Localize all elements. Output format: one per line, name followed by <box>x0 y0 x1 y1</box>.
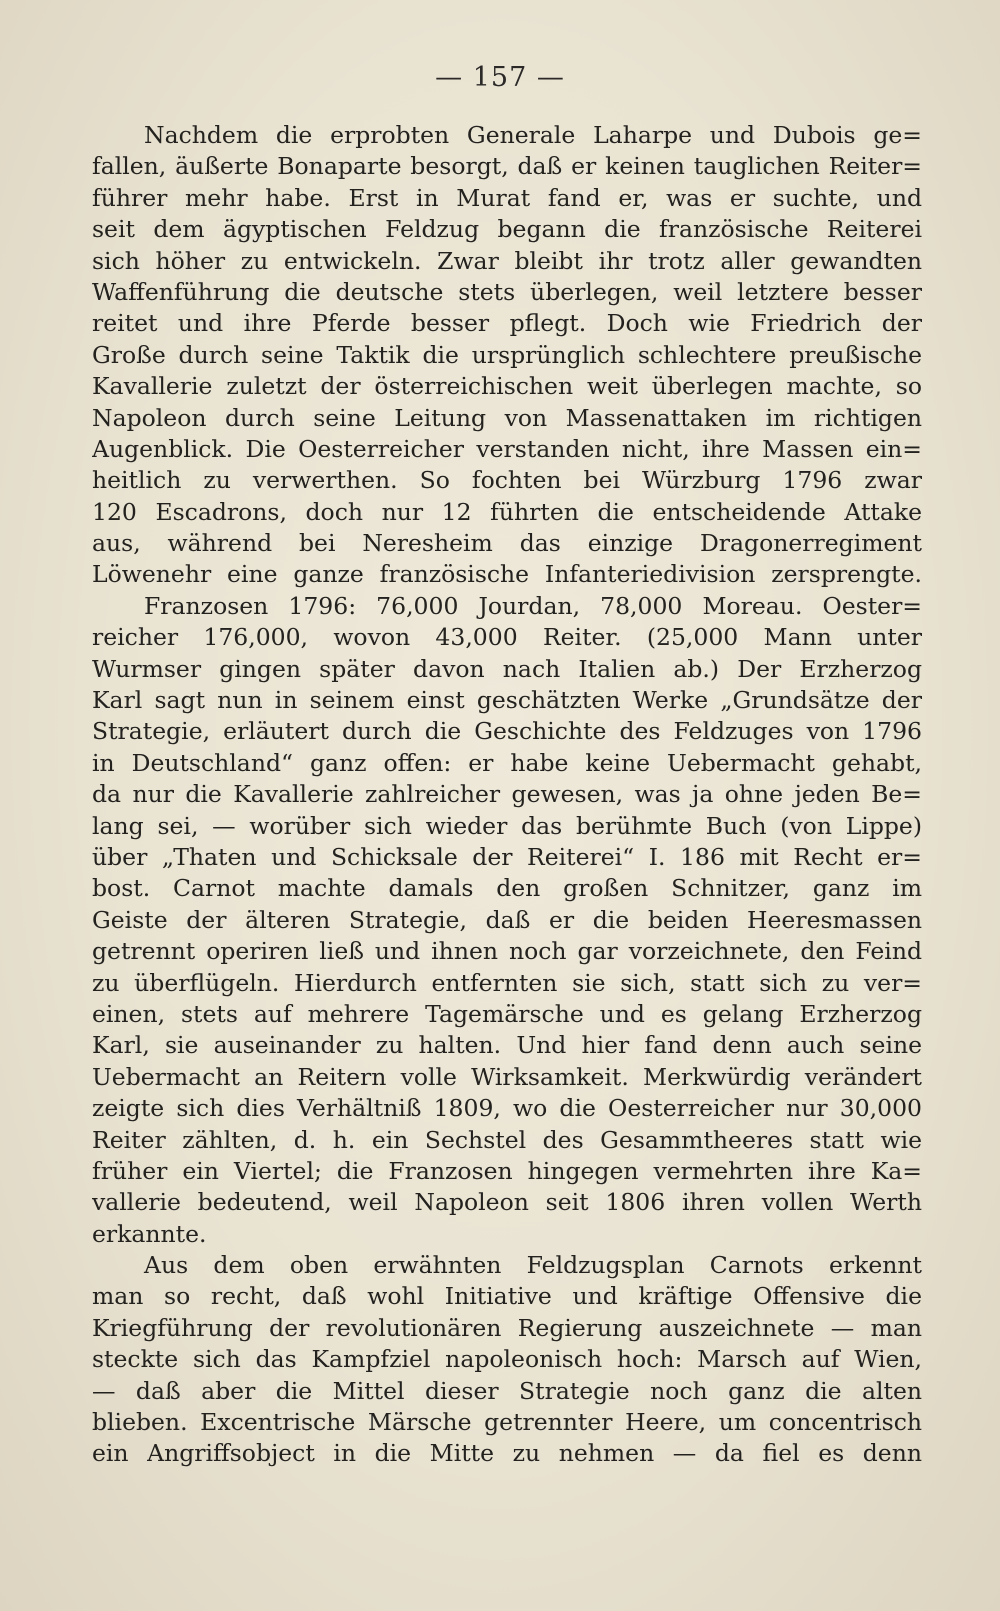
paragraph <box>92 591 922 1250</box>
text-line: Karl sagt nun in seinem einst geschätzten Werke „Grundsätze der <box>92 686 922 715</box>
text-line: getrennt operiren ließ und ihnen noch gar vorzeichnete, den Feind <box>92 937 922 966</box>
text-line: reicher 176,000, wovon 43,000 Reiter. (25,000 Mann unter <box>92 623 922 652</box>
text-line: einen, stets auf mehrere Tagemärsche und es gelang Erzherzog <box>92 999 922 1028</box>
text-line: 120 Escadrons, doch nur 12 führten die entscheidende Attake <box>92 497 922 526</box>
paragraph <box>92 1250 922 1470</box>
text-line: Kriegführung der revolutionären Regierung auszeichnete — man <box>92 1313 922 1342</box>
paragraph <box>92 120 922 591</box>
text-line: seit dem ägyptischen Feldzug begann die französische Reiterei <box>92 215 922 244</box>
text-line: früher ein Viertel; die Franzosen hingegen vermehrten ihre Ka= <box>92 1156 922 1185</box>
text-line: Löwenehr eine ganze französische Infanteriedivision zersprengte. <box>92 560 922 589</box>
text-line: fallen, äußerte Bonaparte besorgt, daß er keinen tauglichen Reiter= <box>92 152 922 181</box>
text-line: ein Angriffsobject in die Mitte zu nehmen — da fiel es denn <box>92 1439 922 1468</box>
text-line: heitlich zu verwerthen. So fochten bei Würzburg 1796 zwar <box>92 466 922 495</box>
text-line: sich höher zu entwickeln. Zwar bleibt ihr trotz aller gewandten <box>92 246 922 275</box>
text-line: in Deutschland“ ganz offen: er habe keine Uebermacht gehabt, <box>92 748 922 777</box>
text-line: aus, während bei Neresheim das einzige Dragonerregiment <box>92 529 922 558</box>
text-line: Strategie, erläutert durch die Geschichte des Feldzuges von 1796 <box>92 717 922 746</box>
text-line: man so recht, daß wohl Initiative und kräftige Offensive die <box>92 1282 922 1311</box>
text-line: Nachdem die erprobten Generale Laharpe und Dubois ge= <box>144 121 922 149</box>
text-line: reitet und ihre Pferde besser pflegt. Doch wie Friedrich der <box>92 309 922 338</box>
text-line: Uebermacht an Reitern volle Wirksamkeit. Merkwürdig verändert <box>92 1062 922 1091</box>
text-line: steckte sich das Kampfziel napoleonisch hoch: Marsch auf Wien, <box>92 1345 922 1374</box>
text-line: Große durch seine Taktik die ursprünglich schlechtere preußische <box>92 340 922 369</box>
text-line: Aus dem oben erwähnten Feldzugsplan Carnots erkennt <box>144 1251 922 1280</box>
text-line: vallerie bedeutend, weil Napoleon seit 1806 ihren vollen Werth <box>92 1188 922 1217</box>
text-line: — daß aber die Mittel dieser Strategie noch ganz die alten <box>92 1376 922 1405</box>
text-line: Karl, sie auseinander zu halten. Und hier fand denn auch seine <box>92 1031 922 1060</box>
text-line: bost. Carnot machte damals den großen Schnitzer, ganz im <box>92 874 922 903</box>
text-line: über „Thaten und Schicksale der Reiterei“ I. 186 mit Recht er= <box>92 842 922 871</box>
text-line: Franzosen 1796: 76,000 Jourdan, 78,000 Moreau. Oester= <box>144 591 922 620</box>
text-line: lang sei, — worüber sich wieder das berühmte Buch (von Lippe) <box>92 811 922 840</box>
text-line: Reiter zählten, d. h. ein Sechstel des Gesammtheeres statt wie <box>92 1125 922 1154</box>
text-line: Waffenführung die deutsche stets überlegen, weil letztere besser <box>92 277 922 306</box>
text-line: Geiste der älteren Strategie, daß er die beiden Heeresmassen <box>92 905 922 934</box>
text-line: erkannte. <box>92 1219 207 1248</box>
text-line: zeigte sich dies Verhältniß 1809, wo die Oesterreicher nur 30,000 <box>92 1094 922 1123</box>
text-line: blieben. Excentrische Märsche getrennter Heere, um concentrisch <box>92 1408 922 1437</box>
text-line: Augenblick. Die Oesterreicher verstanden nicht, ihre Massen ein= <box>92 434 922 463</box>
text-line: Kavallerie zuletzt der österreichischen weit überlegen machte, so <box>92 372 922 401</box>
text-line: führer mehr habe. Erst in Murat fand er, was er suchte, und <box>92 183 922 212</box>
body-text <box>92 120 922 1470</box>
text-line: Napoleon durch seine Leitung von Massenattaken im richtigen <box>92 403 922 432</box>
text-line: Wurmser gingen später davon nach Italien ab.) Der Erzherzog <box>92 654 922 683</box>
text-line: zu überflügeln. Hierdurch entfernten sie sich, statt sich zu ver= <box>92 968 922 997</box>
text-line: da nur die Kavallerie zahlreicher gewesen, was ja ohne jeden Be= <box>92 780 922 809</box>
page-number: — 157 — <box>435 62 565 93</box>
